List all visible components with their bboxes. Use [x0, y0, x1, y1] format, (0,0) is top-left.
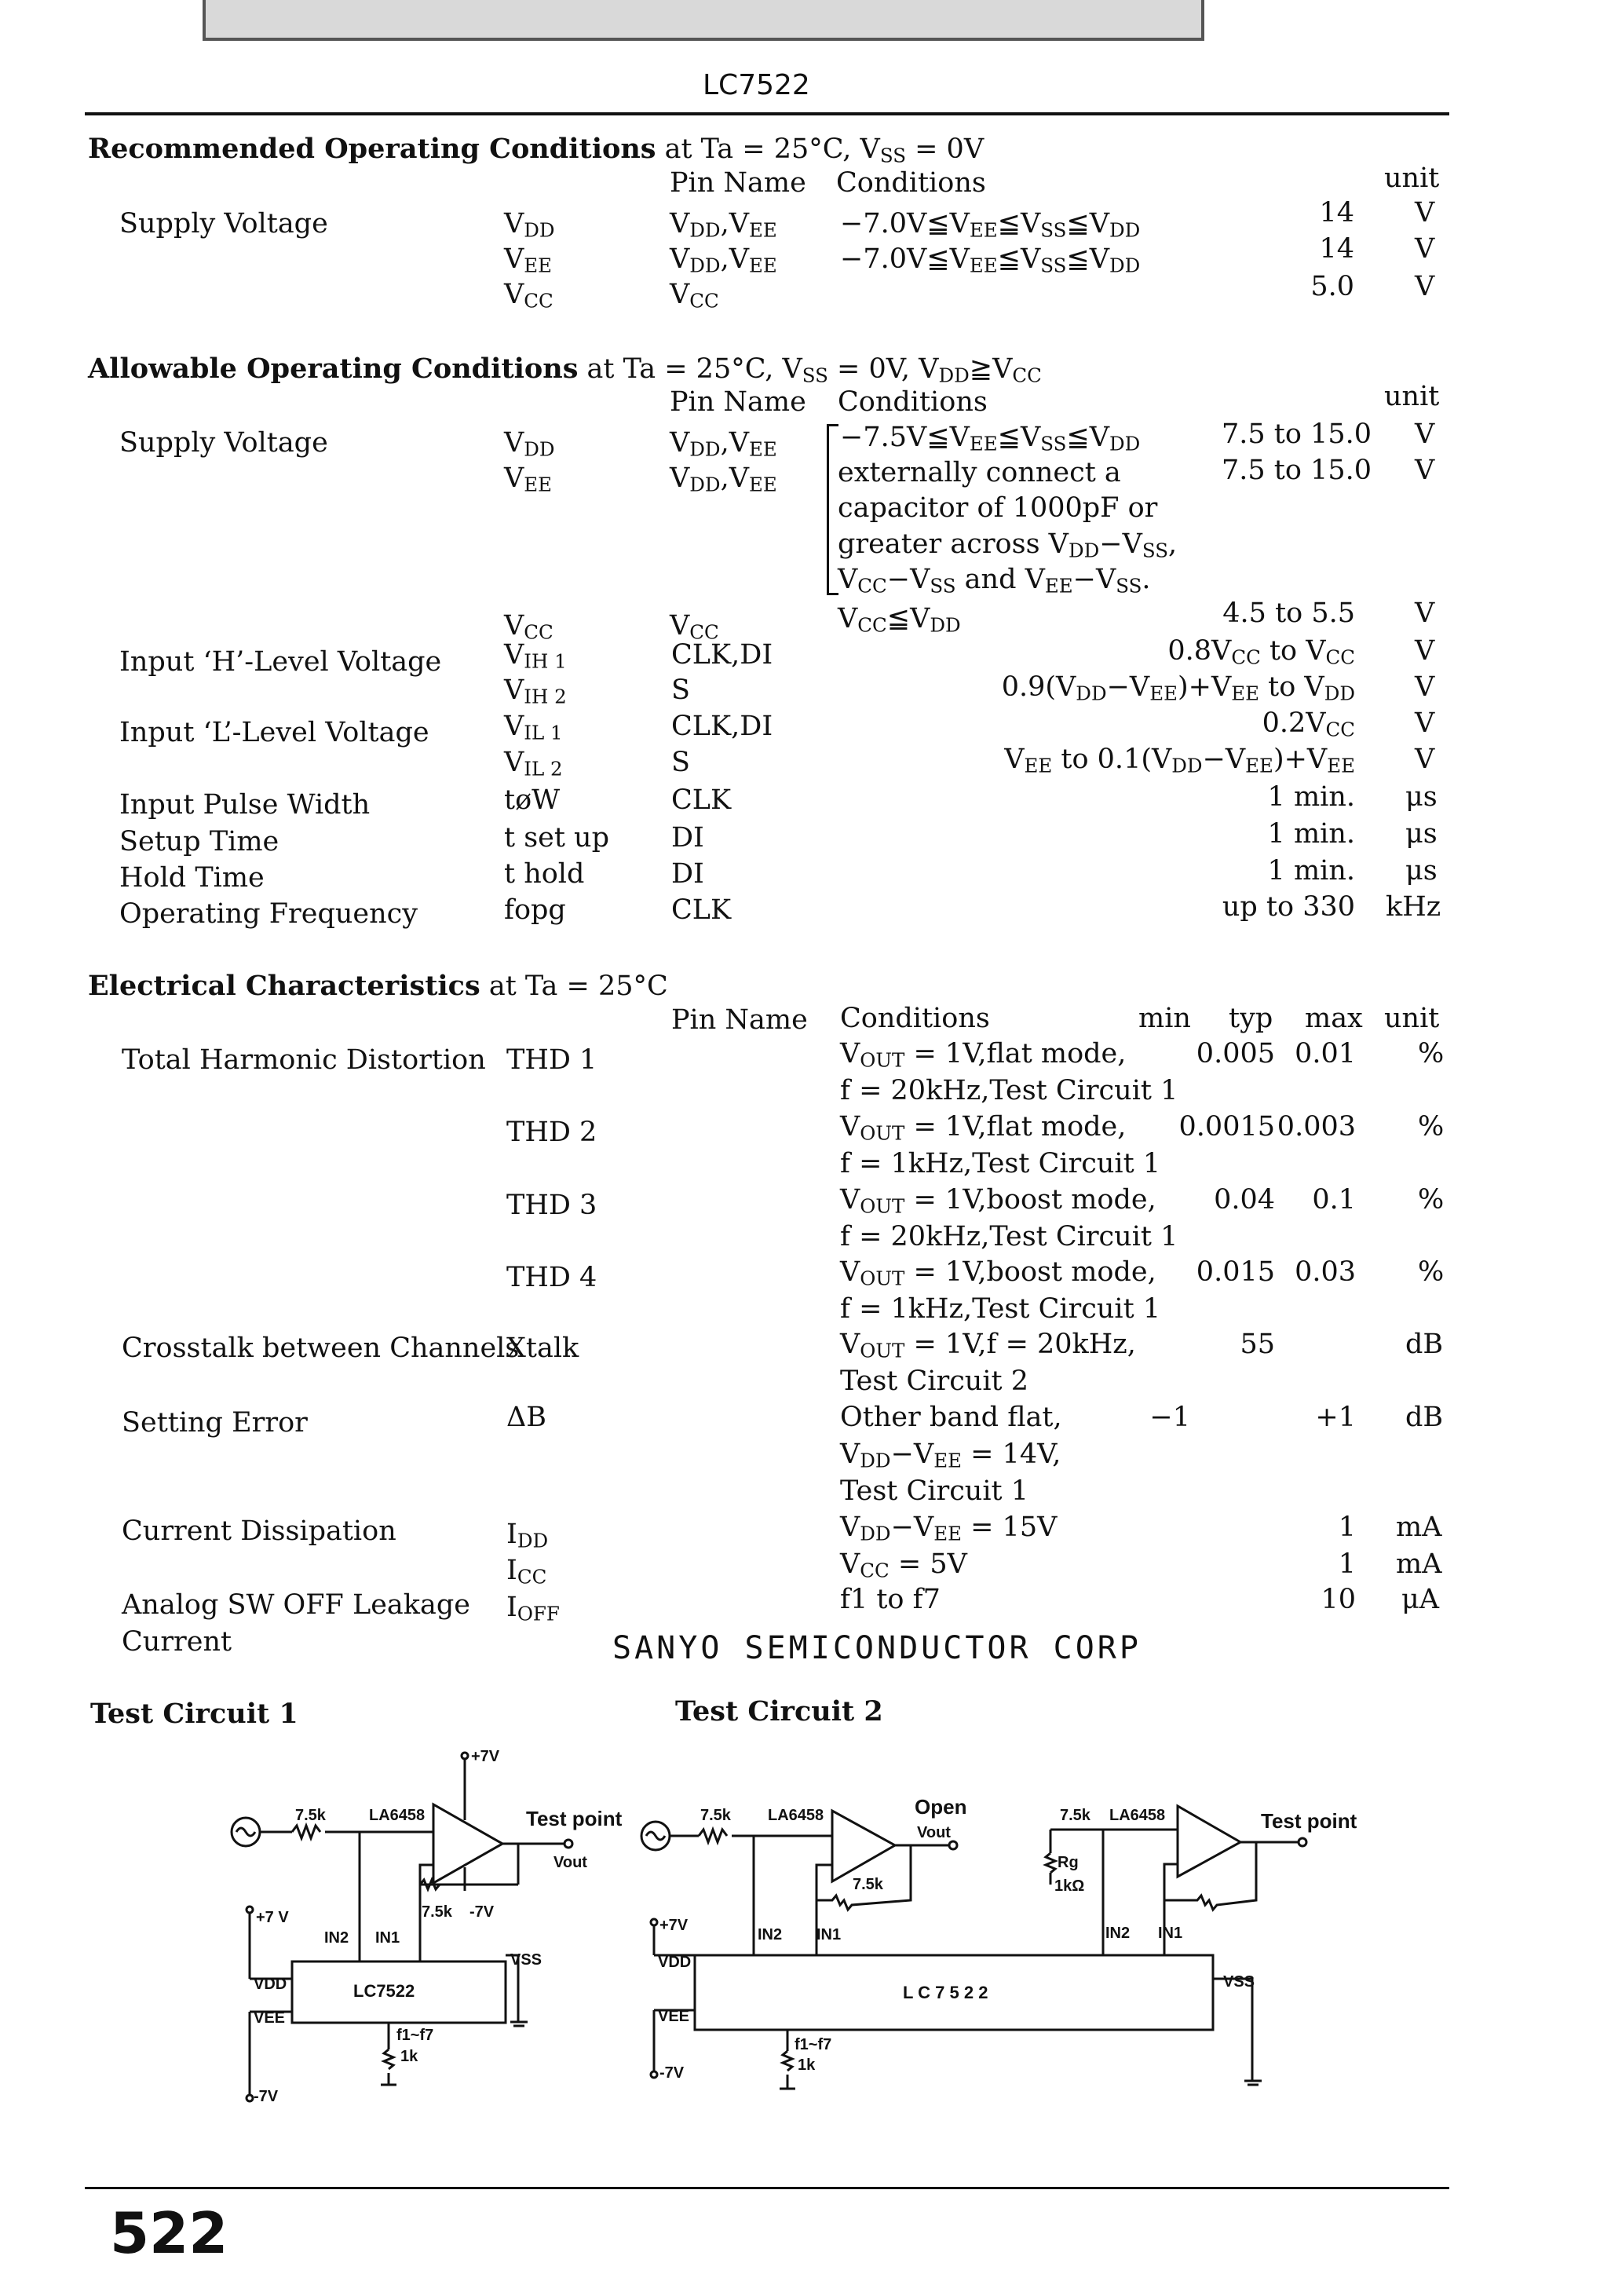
allow-vil1-unit: V — [1415, 707, 1435, 739]
allow-vil2-symbol: $V_{IL 2}$ — [504, 747, 563, 781]
electrical-title-rest: at Ta = 25°C — [480, 971, 668, 1002]
recommended-title-sub: SS — [879, 144, 906, 167]
tc2-vout-label: Vout — [917, 1824, 951, 1841]
allow-vil1-pin: CLK,DI — [671, 711, 773, 742]
thd2-cond1: $V_{OUT}$ = 1V,flat mode, — [840, 1111, 1127, 1145]
tc1-test-point-label: Test point — [526, 1807, 623, 1830]
tc1-vee-label: VEE — [254, 2009, 286, 2027]
xtalk-param: Crosstalk between Channels — [122, 1333, 520, 1364]
tc2-rg-label: Rg — [1058, 1854, 1079, 1871]
thd1-typ: 0.005 — [1196, 1038, 1275, 1069]
allow-hold-param: Hold Time — [119, 862, 265, 894]
tc1-minus7v-opamp: -7V — [469, 1903, 495, 1921]
thd1-cond1: $V_{OUT}$ = 1V,flat mode, — [840, 1038, 1127, 1072]
seterr-cond2: $V_{DD}-V_{EE} = 14V$, — [840, 1439, 1061, 1472]
thd2-symbol: THD 2 — [506, 1117, 597, 1148]
allow-twidth-value: 1 min. — [1267, 781, 1355, 813]
thd4-typ: 0.015 — [1196, 1256, 1275, 1288]
xtalk-unit: dB — [1405, 1329, 1444, 1360]
tc2-chip-label: L C 7 5 2 2 — [903, 1983, 988, 2002]
allow-hold-pin: DI — [671, 858, 704, 890]
allow-vih1-unit: V — [1415, 635, 1435, 667]
tc2-open-label: Open — [915, 1795, 967, 1819]
page-number: 522 — [110, 2200, 228, 2266]
allow-cond-line3: capacitor of 1000pF or — [838, 492, 1158, 524]
thd3-cond1: $V_{OUT}$ = 1V,boost mode, — [840, 1184, 1156, 1218]
allowable-title: Allowable Operating Conditions at Ta = 25°C, $V_{SS} = 0V$, $V_{DD}≧V_{CC}$ — [88, 353, 1042, 387]
allowable-supply-voltage-param: Supply Voltage — [119, 427, 328, 459]
tc2-rg-resistor — [1046, 1853, 1055, 1873]
tc1-r75k-feedback: 7.5k — [422, 1903, 452, 1921]
recommended-title-rest: at Ta = 25°C, V — [656, 133, 880, 165]
recommended-col-conditions: Conditions — [836, 167, 986, 199]
xtalk-typ: 55 — [1240, 1329, 1275, 1360]
electrical-col-pin: Pin Name — [671, 1004, 808, 1036]
manufacturer-stamp: SANYO SEMICONDUCTOR CORP — [612, 1630, 1142, 1666]
allow-hold-value: 1 min. — [1267, 855, 1355, 887]
allow-vil1-value: $0.2V_{CC}$ — [1262, 707, 1355, 741]
allow-freq-param: Operating Frequency — [119, 898, 418, 930]
allow-setup-symbol: t set up — [504, 822, 610, 854]
tc2-vee-label: VEE — [658, 2008, 690, 2025]
allow-vcc-symbol: $V_{CC}$ — [504, 610, 553, 644]
allow-vih2-symbol: $V_{IH 2}$ — [504, 675, 567, 708]
allow-vih1-pin: CLK,DI — [671, 639, 773, 671]
tc1-vss-label: VSS — [510, 1951, 542, 1969]
allow-vdd-unit: V — [1415, 419, 1435, 450]
allow-vil2-value: $V_{EE}$ to $0.1(V_{DD}-V_{EE})+V_{EE}$ — [1004, 744, 1355, 777]
tc1-input-resistor — [292, 1826, 320, 1838]
tc2-in2-label-a: IN2 — [758, 1926, 783, 1943]
tc2-opamp-a-label: LA6458 — [768, 1807, 824, 1824]
tc2-minus7v-bottom: -7V — [659, 2064, 685, 2082]
allow-cond-line5: $V_{CC}-V_{SS}$ and $V_{EE}-V_{SS}$. — [838, 564, 1151, 598]
allow-twidth-param: Input Pulse Width — [119, 789, 371, 821]
tc1-in1-label: IN1 — [375, 1929, 400, 1947]
rec-row-vee-unit: V — [1415, 233, 1435, 265]
electrical-col-typ: typ — [1229, 1003, 1273, 1034]
thd1-max: 0.01 — [1295, 1038, 1356, 1069]
allow-vih2-unit: V — [1415, 671, 1435, 703]
thd4-max: 0.03 — [1295, 1256, 1356, 1288]
tc2-in1-label-a: IN1 — [816, 1926, 842, 1943]
tc1-vdd-label: VDD — [254, 1976, 287, 1993]
thd2-typ: 0.0015 — [1178, 1111, 1275, 1143]
allow-vcc-condition: $V_{CC}≦V_{DD}$ — [838, 603, 961, 637]
idd-symbol: $I_{DD}$ — [506, 1519, 549, 1552]
icc-max: 1 — [1338, 1548, 1356, 1580]
allow-vil2-pin: S — [671, 747, 690, 778]
allow-vil1-symbol: $V_{IL 1}$ — [504, 711, 563, 744]
thd2-cond2: f = 1kHz,Test Circuit 1 — [840, 1148, 1161, 1179]
thd1-symbol: THD 1 — [506, 1044, 597, 1076]
test-circuit-1-title: Test Circuit 1 — [90, 1698, 298, 1730]
thd4-cond1: $V_{OUT}$ = 1V,boost mode, — [840, 1256, 1156, 1290]
xtalk-cond1: $V_{OUT} = 1V,f = 20kHz$, — [840, 1329, 1136, 1362]
allow-hold-symbol: t hold — [504, 858, 585, 890]
tc1-r1k-label: 1k — [400, 2048, 418, 2065]
thd3-symbol: THD 3 — [506, 1190, 597, 1221]
seterr-param: Setting Error — [122, 1407, 308, 1439]
allow-hold-unit: μs — [1405, 855, 1438, 887]
thd2-max: 0.003 — [1277, 1111, 1356, 1143]
allow-freq-value: up to 330 — [1222, 891, 1355, 923]
page-header-part-number: LC7522 — [703, 69, 810, 101]
thd4-unit: % — [1418, 1256, 1445, 1288]
allow-vih2-pin: S — [671, 675, 690, 706]
allowable-title-bold: Allowable Operating Conditions — [88, 353, 579, 385]
allow-cond-line2: externally connect a — [838, 457, 1121, 488]
tc1-opamp-icon — [433, 1804, 502, 1883]
allow-vcc-pin: $V_{CC}$ — [670, 610, 719, 644]
tc2-in2-label-b: IN2 — [1105, 1925, 1131, 1942]
rec-row-vdd-symbol: $V_{DD}$ — [504, 208, 555, 242]
idd-param: Current Dissipation — [122, 1515, 396, 1547]
allow-vdd-symbol: $V_{DD}$ — [504, 427, 555, 461]
thd-param: Total Harmonic Distortion — [122, 1044, 486, 1076]
allow-setup-unit: μs — [1405, 818, 1438, 850]
allow-setup-pin: DI — [671, 822, 704, 854]
rec-row-vee-pin: $V_{DD},V_{EE}$ — [670, 243, 777, 277]
allow-vcc-unit: V — [1415, 598, 1435, 629]
tc1-chip-label: LC7522 — [353, 1981, 415, 2001]
xtalk-symbol: Xtalk — [506, 1333, 579, 1364]
electrical-col-max: max — [1305, 1003, 1363, 1034]
allow-vcc-range: 4.5 to 5.5 — [1222, 598, 1355, 629]
tc1-f1f7-label: f1~f7 — [396, 2027, 434, 2044]
allow-twidth-symbol: tøW — [504, 784, 561, 816]
allow-vee-range: 7.5 to 15.0 — [1222, 455, 1372, 486]
test-circuit-2-title: Test Circuit 2 — [675, 1695, 883, 1727]
footer-rule — [85, 2187, 1449, 2189]
tc2-test-point-label: Test point — [1261, 1809, 1357, 1833]
recommended-col-pin: Pin Name — [670, 167, 806, 199]
allow-vdd-range: 7.5 to 15.0 — [1222, 419, 1372, 450]
ioff-param-line2: Current — [122, 1626, 232, 1658]
allow-twidth-unit: μs — [1405, 781, 1438, 813]
allow-vih2-value: $0.9(V_{DD}-V_{EE})+V_{EE}$ to $V_{DD}$ — [1001, 671, 1355, 705]
tc2-rg-value: 1kΩ — [1054, 1877, 1085, 1895]
rec-row-vcc-pin: $V_{CC}$ — [670, 279, 719, 313]
ioff-unit: μA — [1401, 1584, 1440, 1615]
seterr-cond3: Test Circuit 1 — [840, 1475, 1028, 1507]
seterr-max: +1 — [1315, 1402, 1356, 1433]
allow-cond-line1: $-7.5V≦V_{EE}≦V_{SS}≦V_{DD}$ — [840, 422, 1141, 455]
thd4-cond2: f = 1kHz,Test Circuit 1 — [840, 1293, 1161, 1325]
allow-vih1-value: $0.8V_{CC}$ to $V_{CC}$ — [1167, 635, 1355, 669]
allowable-col-pin: Pin Name — [670, 386, 806, 418]
rec-row-vdd-unit: V — [1415, 197, 1435, 229]
tc1-r75k-input: 7.5k — [295, 1807, 326, 1824]
idd-cond: $V_{DD}-V_{EE} = 15V$ — [840, 1512, 1058, 1545]
allow-vee-symbol: $V_{EE}$ — [504, 462, 553, 496]
electrical-col-conditions: Conditions — [840, 1003, 990, 1034]
allow-vee-pin: $V_{DD},V_{EE}$ — [670, 462, 777, 496]
tc2-vdd-label: VDD — [658, 1954, 692, 1971]
electrical-title-bold: Electrical Characteristics — [88, 970, 480, 1002]
icc-cond: $V_{CC} = 5V$ — [840, 1548, 967, 1582]
allow-vee-unit: V — [1415, 455, 1435, 486]
rec-row-vcc-symbol: $V_{CC}$ — [504, 279, 553, 313]
icc-unit: mA — [1396, 1548, 1442, 1580]
tc1-plus7v-top: +7V — [471, 1748, 500, 1765]
allowable-title-rest: at Ta = 25°C, V — [578, 353, 802, 385]
tc2-r75k-input: 7.5k — [700, 1807, 731, 1824]
tc2-opamp-b-icon — [1178, 1806, 1240, 1877]
tc2-f1f7-label: f1~f7 — [795, 2036, 832, 2053]
thd1-cond2: f = 20kHz,Test Circuit 1 — [840, 1075, 1178, 1106]
tc1-opamp-label: LA6458 — [369, 1807, 426, 1824]
allowable-col-unit: unit — [1384, 381, 1440, 412]
tc1-vout-label: Vout — [553, 1854, 587, 1871]
rec-row-vdd-value: 14 — [1319, 197, 1354, 229]
allow-twidth-pin: CLK — [671, 784, 732, 816]
tc1-plus7v-left: +7 V — [256, 1909, 289, 1926]
thd2-unit: % — [1418, 1111, 1445, 1143]
rec-row-vee-value: 14 — [1319, 233, 1354, 265]
xtalk-cond2: Test Circuit 2 — [840, 1366, 1028, 1397]
ioff-max: 10 — [1321, 1584, 1356, 1615]
seterr-symbol: ΔB — [506, 1402, 546, 1433]
allow-setup-param: Setup Time — [119, 826, 279, 857]
thd3-max: 0.1 — [1312, 1184, 1356, 1216]
idd-unit: mA — [1396, 1512, 1442, 1543]
thd3-typ: 0.04 — [1214, 1184, 1275, 1216]
tc2-vss-label: VSS — [1223, 1973, 1255, 1991]
recommended-title-end: = 0V — [905, 133, 985, 165]
rec-row-vdd-condition: $-7.0V≦V_{EE}≦V_{SS}≦V_{DD}$ — [840, 208, 1141, 242]
thd1-unit: % — [1418, 1038, 1445, 1069]
allowable-col-conditions: Conditions — [838, 386, 988, 418]
thd3-unit: % — [1418, 1184, 1445, 1216]
tc2-in1-label-b: IN1 — [1158, 1925, 1183, 1942]
tc1-in2-label: IN2 — [324, 1929, 349, 1947]
rec-row-vee-condition: $-7.0V≦V_{EE}≦V_{SS}≦V_{DD}$ — [840, 243, 1141, 277]
allow-cond-line4: greater across $V_{DD}-V_{SS}$, — [838, 528, 1178, 562]
tc2-r75k-feedback: 7.5k — [853, 1876, 883, 1893]
ioff-cond: f1 to f7 — [840, 1584, 941, 1615]
idd-max: 1 — [1338, 1512, 1356, 1543]
electrical-col-min: min — [1138, 1003, 1191, 1034]
rec-row-vdd-pin: $V_{DD},V_{EE}$ — [670, 208, 777, 242]
allow-vil2-unit: V — [1415, 744, 1435, 775]
seterr-unit: dB — [1405, 1402, 1444, 1433]
recommended-col-unit: unit — [1384, 163, 1440, 194]
tc2-plus7v-left: +7V — [659, 1917, 689, 1934]
rec-row-vcc-unit: V — [1415, 271, 1435, 302]
seterr-cond1: Other band flat, — [840, 1402, 1062, 1433]
electrical-col-unit: unit — [1384, 1003, 1440, 1034]
tc1-minus7v-bottom: -7V — [254, 2088, 279, 2105]
allow-vih1-symbol: $V_{IH 1}$ — [504, 639, 567, 673]
thd4-symbol: THD 4 — [506, 1262, 597, 1293]
allow-freq-unit: kHz — [1386, 891, 1441, 923]
allow-freq-pin: CLK — [671, 894, 732, 926]
tc2-r75k-second: 7.5k — [1060, 1807, 1090, 1824]
tc2-input-resistor — [699, 1830, 727, 1842]
icc-symbol: $I_{CC}$ — [506, 1555, 547, 1589]
allow-freq-symbol: fopg — [504, 894, 566, 926]
thd3-cond2: f = 20kHz,Test Circuit 1 — [840, 1221, 1178, 1252]
seterr-min: −1 — [1149, 1402, 1190, 1433]
tc2-opamp-a-icon — [832, 1811, 895, 1881]
allow-vih-param: Input ‘H’-Level Voltage — [119, 646, 442, 678]
ioff-symbol: $I_{OFF}$ — [506, 1592, 560, 1625]
tc2-r1k-label: 1k — [798, 2057, 816, 2074]
rec-row-vcc-value: 5.0 — [1310, 271, 1354, 302]
recommended-title-bold: Recommended Operating Conditions — [88, 133, 656, 165]
allow-setup-value: 1 min. — [1267, 818, 1355, 850]
rec-row-vee-symbol: $V_{EE}$ — [504, 243, 553, 277]
allow-vil-param: Input ‘L’-Level Voltage — [119, 717, 429, 748]
tc2-opamp-b-label: LA6458 — [1109, 1807, 1166, 1824]
ioff-param-line1: Analog SW OFF Leakage — [122, 1589, 470, 1621]
recommended-supply-voltage-param: Supply Voltage — [119, 208, 328, 239]
allow-vdd-pin: $V_{DD},V_{EE}$ — [670, 427, 777, 461]
